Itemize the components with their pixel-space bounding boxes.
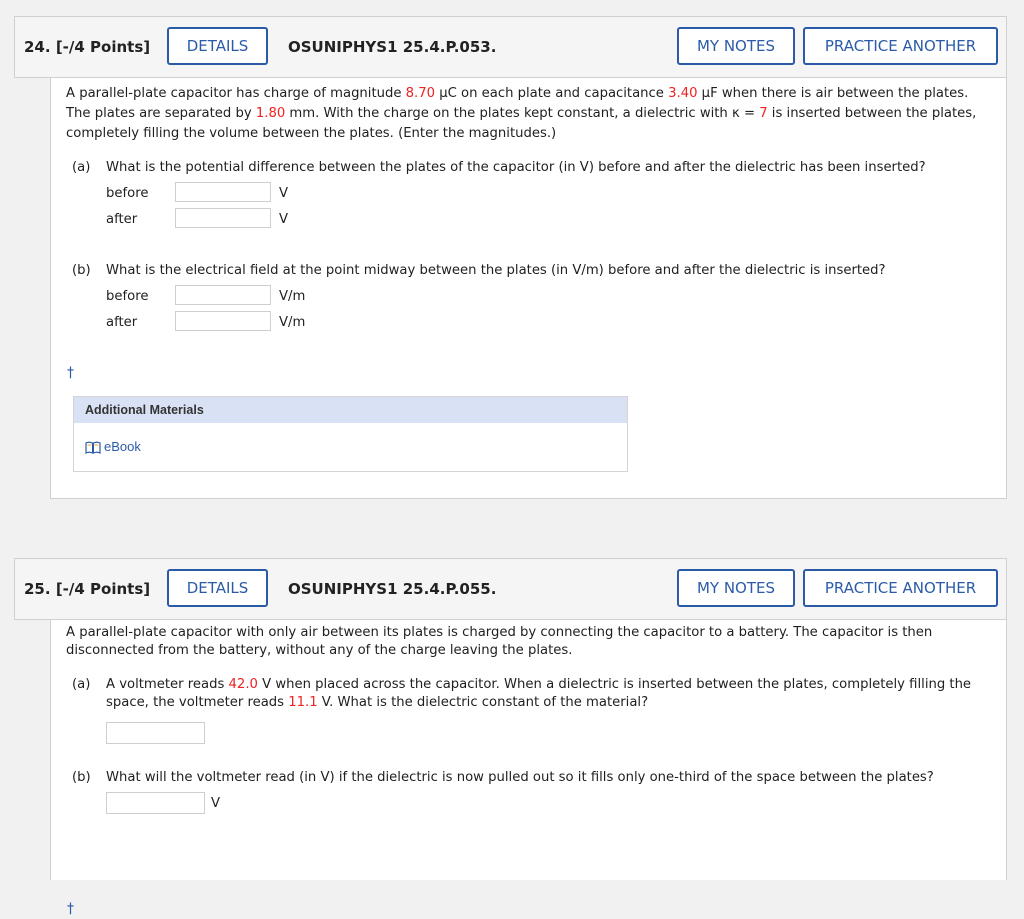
charge-value: 8.70 <box>405 86 436 101</box>
additional-materials <box>73 396 628 472</box>
separation-value: 1.80 <box>255 106 286 121</box>
question-prompt: A parallel-plate capacitor with only air between its plates is charged by connecting the capacitor to a battery. The capacitor is then disconnected from the battery, without any of the charge leaving the plates. <box>66 625 933 658</box>
part-label: (b) <box>72 770 91 785</box>
question-24 <box>14 16 1007 499</box>
details-button[interactable]: DETAILS <box>167 27 268 65</box>
additional-materials-heading: Additional Materials <box>74 397 627 423</box>
unit-label: V/m <box>279 289 306 304</box>
voltmeter-reading-2: 11.1 <box>288 695 318 710</box>
voltmeter-reading-input[interactable] <box>106 792 205 814</box>
unit-label: V <box>279 186 289 201</box>
practice-another-button[interactable]: PRACTICE ANOTHER <box>803 569 998 607</box>
capacitance-value: 3.40 <box>668 86 698 101</box>
part-a <box>72 158 992 238</box>
question-header <box>14 558 1007 620</box>
before-label: before <box>106 289 149 304</box>
question-25 <box>14 558 1007 917</box>
dagger-icon: † <box>67 365 74 381</box>
ebook-link[interactable] <box>85 437 141 457</box>
part-b <box>72 768 992 818</box>
question-prompt: A parallel-plate capacitor has charge of magnitude 8.70 μC on each plate and capacitance 3.40 μF when there is air between the plates. The plates are separated by 1.80 mm. With the charge on the plates kept constant, a dielectric with κ = 7 is inserted between the plates, completely filling the volume between the plates. (Enter the magnitudes.) <box>66 86 977 141</box>
ebook-label: eBook <box>104 439 141 454</box>
my-notes-button[interactable]: MY NOTES <box>677 569 795 607</box>
question-number: 25. [-/4 Points] <box>24 580 151 598</box>
after-label: after <box>106 212 138 227</box>
question-body <box>50 78 1007 499</box>
book-icon <box>85 441 101 454</box>
part-text: A voltmeter reads 42.0 V when placed across the capacitor. When a dielectric is inserted between the plates, completely filling the space, the voltmeter reads 11.1 V. What is the dielectric constant of the material? <box>106 677 972 710</box>
my-notes-button[interactable]: MY NOTES <box>677 27 795 65</box>
practice-another-button[interactable]: PRACTICE ANOTHER <box>803 27 998 65</box>
question-header <box>14 16 1007 78</box>
after-label: after <box>106 315 138 330</box>
question-body <box>50 620 1007 917</box>
part-label: (a) <box>72 160 91 175</box>
question-number: 24. [-/4 Points] <box>24 38 151 56</box>
part-text: What will the voltmeter read (in V) if the dielectric is now pulled out so it fills only one-third of the space between the plates? <box>106 770 934 785</box>
unit-label: V/m <box>279 315 306 330</box>
question-code: OSUNIPHYS1 25.4.P.055. <box>288 580 497 598</box>
kappa-value: 7 <box>759 106 768 121</box>
question-code: OSUNIPHYS1 25.4.P.053. <box>288 38 497 56</box>
before-label: before <box>106 186 149 201</box>
dielectric-constant-input[interactable] <box>106 722 205 744</box>
part-b <box>72 261 992 341</box>
part-text: What is the electrical field at the point midway between the plates (in V/m) before and after the dielectric is inserted? <box>106 263 886 278</box>
field-before-input[interactable] <box>175 285 271 305</box>
dagger-icon: † <box>67 901 74 917</box>
part-text: What is the potential difference between the plates of the capacitor (in V) before and after the dielectric has been inserted? <box>106 160 926 175</box>
part-a <box>72 676 992 746</box>
voltage-before-input[interactable] <box>175 182 271 202</box>
part-label: (b) <box>72 263 91 278</box>
field-after-input[interactable] <box>175 311 271 331</box>
voltmeter-reading-1: 42.0 <box>228 677 258 692</box>
voltage-after-input[interactable] <box>175 208 271 228</box>
unit-label: V <box>211 796 221 811</box>
details-button[interactable]: DETAILS <box>167 569 268 607</box>
part-label: (a) <box>72 677 91 692</box>
unit-label: V <box>279 212 289 227</box>
